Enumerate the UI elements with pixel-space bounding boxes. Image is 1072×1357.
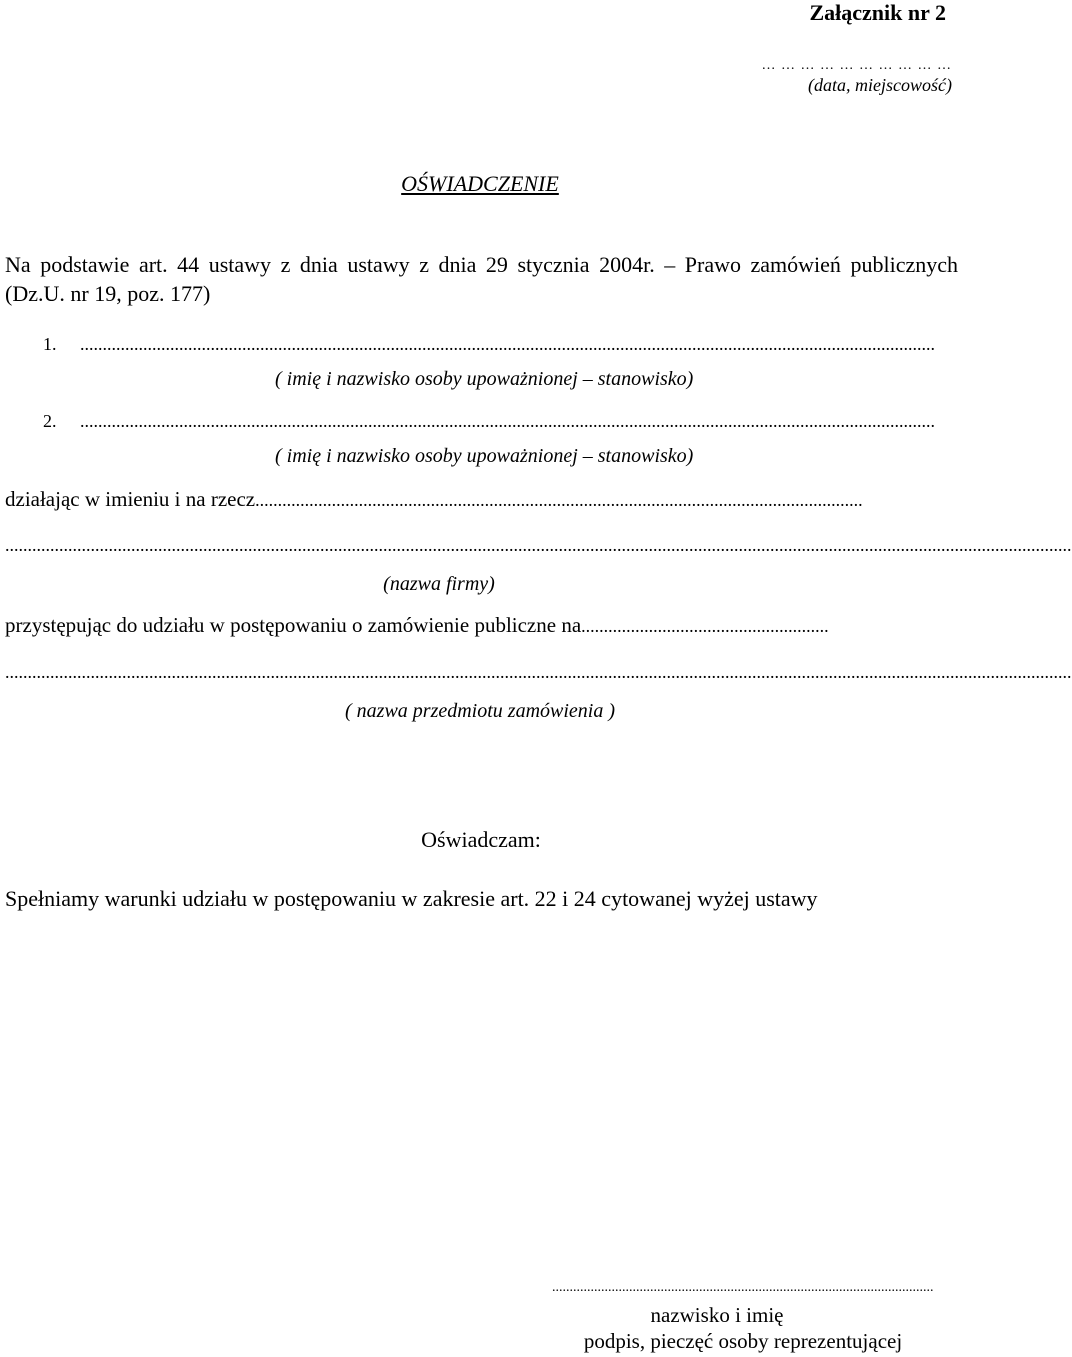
- signature-role-caption: podpis, pieczęć osoby reprezentującej: [583, 1329, 903, 1353]
- person-2-caption: ( imię i nazwisko osoby upoważnionej – stanowisko): [275, 445, 694, 467]
- joining-procedure-line: [5, 613, 958, 638]
- acting-on-behalf-line: [5, 487, 958, 512]
- person-2-number: 2.: [43, 411, 57, 431]
- acting-fill-dots: .......................................................................................................................................: [255, 490, 863, 510]
- declaration-statement: Spełniamy warunki udziału w postępowaniu w zakresie art. 22 i 24 cytowanej wyżej ustawy: [5, 886, 818, 911]
- joining-label: przystępując do udziału w postępowaniu o zamówienie publiczne na: [5, 613, 582, 637]
- firm-name-fill-line: .............................................................................................................................................................................................................................................: [5, 535, 1072, 555]
- date-place-caption: (data, miejscowość): [808, 75, 952, 95]
- annex-label: Załącznik nr 2: [809, 0, 946, 25]
- document-title: OŚWIADCZENIE: [401, 171, 559, 196]
- signature-fill-line: .............................................................................................................: [552, 1280, 934, 1295]
- person-1-fill-line: ..............................................................................................................................................................................................: [80, 334, 935, 354]
- firm-name-caption: (nazwa firmy): [383, 573, 495, 595]
- joining-fill-dots: .......................................................: [581, 616, 829, 636]
- acting-label: działając w imieniu i na rzecz: [5, 487, 256, 511]
- signature-name-caption: nazwisko i imię: [650, 1303, 784, 1327]
- person-2-fill-line: ..............................................................................................................................................................................................: [80, 411, 935, 431]
- legal-basis-text: Na podstawie art. 44 ustawy z dnia ustawy z dnia 29 stycznia 2004r. – Prawo zamówień publicznych (Dz.U. nr 19, poz. 177): [5, 252, 958, 306]
- declaration-heading: Oświadczam:: [421, 827, 541, 852]
- person-1-number: 1.: [43, 334, 57, 354]
- person-1-caption: ( imię i nazwisko osoby upoważnionej – stanowisko): [275, 368, 694, 390]
- subject-fill-line: .............................................................................................................................................................................................................................................: [5, 662, 1072, 682]
- subject-caption: ( nazwa przedmiotu zamówienia ): [345, 700, 615, 722]
- date-placeholder-dots: … … … … … … … … … …: [761, 58, 952, 73]
